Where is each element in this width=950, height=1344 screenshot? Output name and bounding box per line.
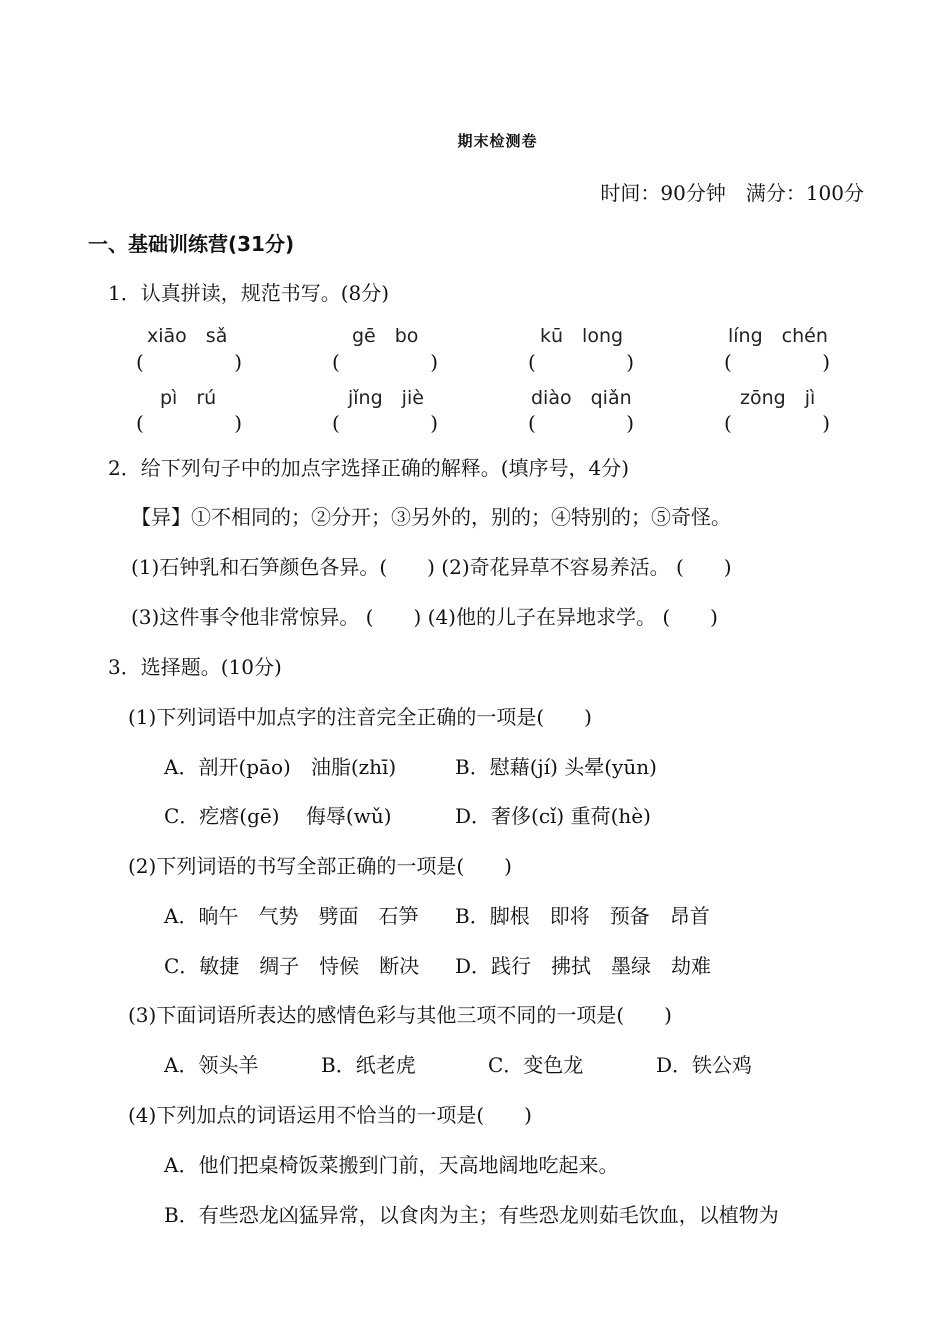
option-c[interactable]: C．敏捷 绸子 恃候 断决: [164, 954, 420, 978]
option-b[interactable]: B．纸老虎: [321, 1053, 416, 1077]
option-d[interactable]: D．铁公鸡: [656, 1053, 753, 1077]
answer-box[interactable]: ( ): [332, 411, 438, 435]
option-b[interactable]: B．慰藉(jí) 头晕(yūn): [455, 755, 657, 779]
option-b[interactable]: B．有些恐龙凶猛异常，以食肉为主；有些恐龙则茹毛饮血，以植物为: [164, 1203, 779, 1227]
option-a[interactable]: A．晌午 气势 劈面 石笋: [164, 904, 419, 928]
question-3-prompt: 3．选择题。(10分): [108, 655, 282, 679]
pinyin-8: zōng jì: [740, 387, 816, 409]
pinyin-5: pì rú: [160, 387, 217, 409]
option-d[interactable]: D．奢侈(cǐ) 重荷(hè): [455, 804, 651, 828]
sentence-line-1: (1)石钟乳和石笋颜色各异。( ) (2)奇花异草不容易养活。 ( ): [131, 555, 732, 579]
section-heading: 一、基础训练营(31分): [88, 232, 295, 256]
option-a[interactable]: A．他们把桌椅饭菜搬到门前，天高地阔地吃起来。: [164, 1153, 619, 1177]
option-c[interactable]: C．变色龙: [488, 1053, 584, 1077]
option-a[interactable]: A．剖开(pāo) 油脂(zhī): [164, 755, 397, 779]
pinyin-2: gē bo: [352, 325, 419, 347]
question-1-prompt: 1．认真拼读，规范书写。(8分): [108, 281, 390, 305]
page-title: 期末检测卷: [457, 132, 538, 150]
option-c[interactable]: C．疙瘩(gē) 侮辱(wǔ): [164, 804, 392, 828]
pinyin-6: jǐng jiè: [348, 387, 424, 409]
sentence-line-2: (3)这件事令他非常惊异。 ( ) (4)他的儿子在异地求学。 ( ): [131, 605, 718, 629]
sub-question-4: (4)下列加点的词语运用不恰当的一项是( ): [128, 1103, 532, 1127]
sub-question-2: (2)下列词语的书写全部正确的一项是( ): [128, 854, 512, 878]
option-a[interactable]: A．领头羊: [164, 1053, 259, 1077]
option-b[interactable]: B．脚根 即将 预备 昂首: [455, 904, 710, 928]
answer-box[interactable]: ( ): [136, 350, 242, 374]
pinyin-4: líng chén: [728, 325, 828, 347]
sub-question-3: (3)下面词语所表达的感情色彩与其他三项不同的一项是( ): [128, 1003, 672, 1027]
pinyin-3: kū long: [540, 325, 624, 347]
answer-box[interactable]: ( ): [528, 411, 634, 435]
answer-box[interactable]: ( ): [136, 411, 242, 435]
definition-line: 【异】①不相同的；②分开；③另外的，别的；④特别的；⑤奇怪。: [131, 505, 731, 529]
answer-box[interactable]: ( ): [332, 350, 438, 374]
pinyin-7: diào qiǎn: [531, 387, 632, 409]
pinyin-1: xiāo sǎ: [147, 325, 228, 347]
answer-box[interactable]: ( ): [724, 350, 830, 374]
question-2-prompt: 2．给下列句子中的加点字选择正确的解释。(填序号，4分): [108, 456, 630, 480]
option-d[interactable]: D．践行 拂拭 墨绿 劫难: [455, 954, 712, 978]
sub-question-1: (1)下列词语中加点字的注音完全正确的一项是( ): [128, 705, 592, 729]
answer-box[interactable]: ( ): [724, 411, 830, 435]
answer-box[interactable]: ( ): [528, 350, 634, 374]
exam-meta: 时间：90分钟 满分：100分: [600, 181, 864, 205]
